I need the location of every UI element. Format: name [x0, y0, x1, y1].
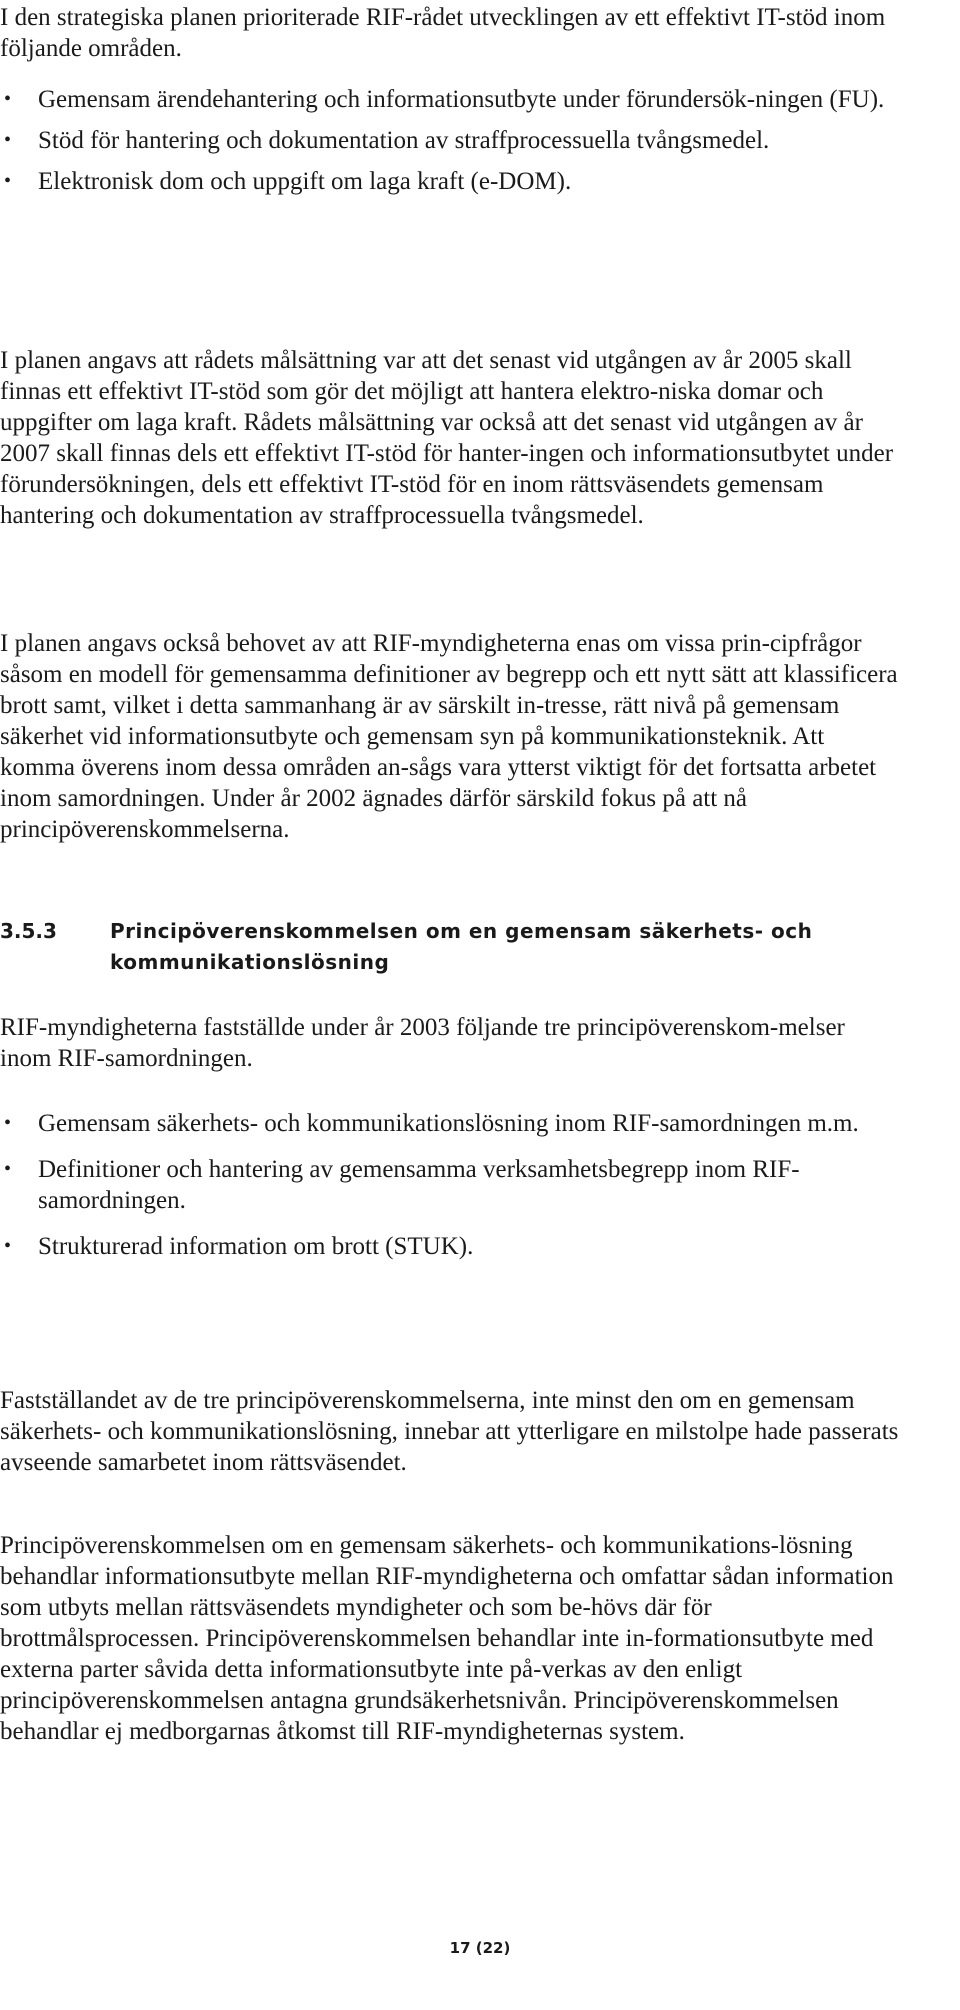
- list-item-text: Gemensam säkerhets- och kommunikationslösning inom RIF-samordningen m.m.: [38, 1110, 859, 1137]
- section-heading: [0, 916, 900, 978]
- bullet-icon: •: [4, 170, 12, 192]
- list-item-text: Elektronisk dom och uppgift om laga kraft (e-DOM).: [38, 168, 572, 195]
- bullet-icon: •: [4, 88, 12, 110]
- goals-paragraph: I planen angavs att rådets målsättning var att det senast vid utgången av år 2005 skall finnas ett effektivt IT-stöd som gör det möjligt att hantera elektro-niska domar och uppgifter om laga kraft. Rådets målsättning var också att det senast vid utgången av år 2007 skall finnas dels ett effektivt IT-stöd för hanter-ingen och informationsutbytet under förundersökningen, dels ett effektivt IT-stöd för en inom rättsväsendets gemensam hantering och dokumentation av straffprocessuella tvångsmedel.: [0, 347, 894, 529]
- bullet-icon: •: [4, 129, 12, 151]
- list-item-text: Gemensam ärendehantering och informationsutbyte under förundersök-ningen (FU).: [38, 86, 885, 113]
- intro-paragraph: I den strategiska planen prioriterade RIF-rådet utvecklingen av ett effektivt IT-stöd inom följande områden.: [0, 4, 886, 62]
- list-item-text: Strukturerad information om brott (STUK).: [38, 1233, 474, 1260]
- list-item: [0, 84, 900, 115]
- list-item: [0, 125, 900, 156]
- bullet-icon: •: [4, 1158, 12, 1180]
- section-title: Principöverenskommelsen om en gemensam säkerhets- och kommunikationslösning: [110, 919, 813, 974]
- agreements-list: [0, 1108, 900, 1262]
- bullet-icon: •: [4, 1235, 12, 1257]
- list-item: [0, 1231, 900, 1262]
- list-item: [0, 1154, 900, 1216]
- milestone-paragraph: Fastställandet av de tre principöverenskommelserna, inte minst den om en gemensam säkerhets- och kommunikationslösning, innebar att ytterligare en milstolpe hade passerats avseende samarbetet inom rättsväsendet.: [0, 1387, 899, 1476]
- list-item: [0, 166, 900, 197]
- agreements-intro-paragraph: RIF-myndigheterna fastställde under år 2003 följande tre principöverenskom-melser inom RIF-samordningen.: [0, 1014, 845, 1072]
- priority-areas-list: [0, 84, 900, 197]
- scope-paragraph: Principöverenskommelsen om en gemensam säkerhets- och kommunikations-lösning behandlar informationsutbyte mellan RIF-myndigheterna och omfattar sådan information som utbyts mellan rättsväsendets myndigheter och som be-hövs där för brottmålsprocessen. Principöverenskommelsen behandlar inte in-formationsutbyte med externa parter såvida detta informationsutbyte inte på-verkas av den enligt principöverenskommelsen antagna grundsäkerhetsnivån. Principöverenskommelsen behandlar ej medborgarnas åtkomst till RIF-myndigheternas system.: [0, 1532, 894, 1745]
- list-item: [0, 1108, 900, 1139]
- list-item-text: Stöd för hantering och dokumentation av straffprocessuella tvångsmedel.: [38, 127, 770, 154]
- principles-paragraph: I planen angavs också behovet av att RIF-myndigheterna enas om vissa prin-cipfrågor såsom en modell för gemensamma definitioner av begrepp och ett nytt sätt att klassificera brott samt, vilket i detta sammanhang är av särskilt in-tresse, rätt nivå på gemensam säkerhet vid informationsutbyte och gemensam syn på kommunikationsteknik. Att komma överens inom dessa områden an-sågs vara ytterst viktigt för det fortsatta arbetet inom samordningen. Under år 2002 ägnades därför särskild fokus på att nå principöverenskommelserna.: [0, 630, 898, 843]
- section-number: 3.5.3: [0, 919, 57, 943]
- page-number: 17 (22): [449, 1939, 511, 1957]
- list-item-text: Definitioner och hantering av gemensamma verksamhetsbegrepp inom RIF-samordningen.: [38, 1156, 800, 1214]
- bullet-icon: •: [4, 1112, 12, 1134]
